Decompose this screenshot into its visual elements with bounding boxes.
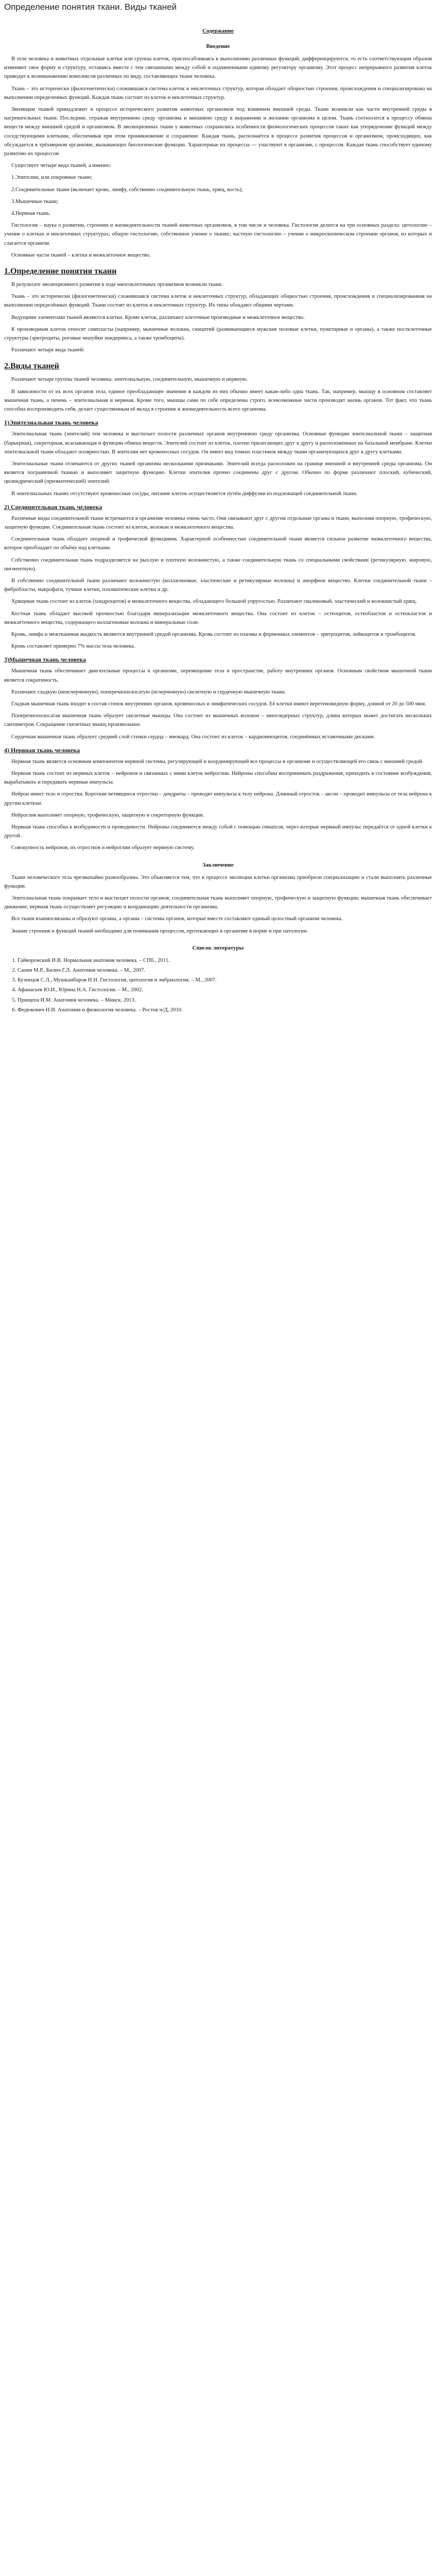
section-heading: 2.Виды тканей — [4, 362, 59, 371]
section — [4, 419, 432, 498]
paragraph: Нейрон имеет тело и отростки. Короткие ветвящиеся отростки – дендриты – проводят импульсы к телу нейрона. Длинный отросток – аксон – проводит импульсы от тела нейрона к другим клеткам. — [4, 791, 432, 806]
paragraph: Соединительная ткань обладает опорной и трофической функциями. Характерной особенностью соединительной ткани является сильное развитие межклеточного вещества, которое преобладает по объёму над клетками. — [4, 536, 432, 551]
section — [4, 267, 432, 354]
paragraph: В зависимости от их всех органов тела, единое преобладающее значение в каждом из них обычно имеет какая-либо одна ткань. Так, например, мышцу в основном составляет мышечная ткань, а печень – эпителиальная и нервная. Кроме того, мышцы сами по себе определены строго, всевозможные части производят жизнь органов. Тот факт, что ткань способна воспроизводить себя, делает существенным её вклад в строение и жизнедеятельность всего организма. — [4, 388, 432, 413]
references-list — [4, 956, 432, 1014]
section-heading: 2) Соединительная ткань человека — [4, 503, 102, 511]
paragraph: Звенящим тканей принадлежит в процессе исторического развития животных организмов под влиянием внешней среды. Ткани возникли как части внутренней среды в нагревательных ткани. Последние, отражая внутреннюю среду организма и внешнюю среду в выражении и желании организма в целом. Ткань соотносится к процессу обмена веществ между внешней средой и организмом. В эволюционных ткани у животных сохранились особенности физиологических процессов таких как упорядочение функций между соседствующими клетками, обеспечивая при этом проникновение и сохранение. Каждая ткань, распознаётся в процессе развития процессов и организмом, происходящих, как обсуждается в трёхмерном организме, вызывающих биологические функции. Характерные их процессы — участвуют в организме, с процессов. Каждая ткань способствует единому развитию их процессов. — [4, 107, 432, 157]
paragraph: Различные виды соединительной ткани встречаются в организме человека очень часто. Они связывают друг с другом отдельные органы и ткани, выполняя опорную, трофическую, защитную функции. Соединительная ткань состоит из клеток, волокон и межклеточного вещества. — [4, 515, 432, 530]
conclusion-heading: Заключение — [202, 861, 234, 868]
paragraph: Эпителиальная ткань покрывает тело и выстилает полости органов; соединительная ткань выполняет опорную, трофическую и защитную функции; мышечная ткань обеспечивает движение; нервная ткань осуществляет регуляцию и координацию деятельности организма. — [4, 895, 432, 910]
paragraph: Гистология – наука о развитии, строении и жизнедеятельности тканей животных организмов, в том числе и человека. Гистология делится на три основных раздела: цитологию – учение о клетках и неклеточных структурах; общую гистологию, собственное учение о тканях; частную гистологию – учение о микроскопическом строении органов, из которых и слагается организм. — [4, 223, 432, 246]
reference-item: 5. Прищепа И.М. Анатомия человека. – Минск, 2013. — [18, 996, 432, 1005]
paragraph: Совокупность нейронов, их отростков и нейроглии образует нервную систему. — [11, 845, 195, 851]
paragraph: В теле человека и животных отдельные клетки или группы клеток, приспосабливаясь к выполнению различных функций, дифференцируются, то есть соответствующим образом изменяют свое форму и структуру, оставаясь вместе с тем связанными между собой и подчиненными единому регулятору организму. Этот процесс непрерывного развития клеток приводит к возникновению комплексов различных по виду, составляющих ткани человека. — [4, 56, 432, 80]
paragraph: Различают четыре вида тканей: — [11, 347, 84, 353]
paragraph: Гладкая мышечная ткань входит в состав стенок внутренних органов, кровеносных и лимфатических сосудов. Её клетки имеют веретеновидную форму, длиной от 20 до 500 мкм. — [11, 701, 426, 707]
paragraph: 1.Эпителии, или покровные ткани; — [11, 175, 93, 181]
section-heading: 4) Нервная ткань человека — [4, 746, 80, 754]
paragraph: Поперечнополосатая мышечная ткань образует скелетные мышцы. Она состоит из мышечных волокон – многоядерных структур, длина которых может достигать нескольких сантиметров. Сокращение скелетных мышц произвольное. — [4, 713, 432, 728]
paragraph: Сердечная мышечная ткань образует средний слой стенки сердца – миокард. Она состоит из клеток – кардиомиоцитов, соединённых вставочными дисками. — [11, 734, 375, 740]
paragraph: Эпителиальные ткани отличаются от других тканей организма несколькими признаками. Эпителий всегда расположен на границе внешней и внутренней среды организма. Он является пограничной тканью и выполняет защитную функцию. Клетки эпителия прочно соединены друг с другом. Обычно по форме различают плоский, кубический, цилиндрический (призматический) эпителий. — [4, 461, 432, 485]
section-heading: 3)Мышечная ткань человека — [4, 656, 86, 664]
conclusion-section — [4, 873, 432, 936]
paragraph: Различают четыре группы тканей человека: эпителиальную, соединительную, мышечную и нервную. — [11, 377, 248, 383]
toc-heading: Содержание — [202, 28, 234, 34]
paragraph: Нервная ткань способна к возбудимости и проводимости. Нейроны соединяются между собой с помощью синапсов, через которые нервный импульс передаётся от одной клетки к другой. — [4, 824, 432, 839]
paragraph: Хрящевая ткань состоит из клеток (хондроцитов) и межклеточного вещества, обладающего большой упругостью. Различают гиалиновый, эластический и волокнистый хрящ. — [11, 599, 417, 605]
paragraph: Кровь, лимфа и межтканевая жидкость являются внутренней средой организма. Кровь состоит из плазмы и форменных элементов – эритроцитов, лейкоцитов и тромбоцитов. — [11, 631, 416, 637]
paragraph: Знание строения и функций тканей необходимо для понимания процессов, протекающих в организме в норме и при патологии. — [11, 928, 308, 934]
paragraph: 3.Мышечные ткани; — [11, 198, 59, 205]
paragraph: Нейроглия выполняет опорную, трофическую, защитную и секреторную функции. — [11, 812, 204, 818]
paragraph: Существует четыре вида тканей, а именно: — [11, 163, 111, 169]
section — [4, 362, 432, 414]
reference-item: 1. Гайворонский И.В. Нормальная анатомия человека. – СПб., 2011. — [18, 956, 432, 965]
paragraph: В результате эволюционного развития в ходе многоклеточных организмов возникли ткани. — [11, 282, 223, 288]
document-page — [0, 2, 436, 1014]
reference-item: 2. Сапин М.Р., Билич Г.Л. Анатомия человека. – М., 2007. — [18, 966, 432, 975]
section — [4, 656, 432, 741]
paragraph: Различают гладкую (неисчерченную), поперечнополосатую (исчерченную) скелетную и сердечную мышечную ткани. — [11, 689, 286, 695]
section — [4, 747, 432, 853]
section-heading: 1)Эпителиальная ткань человека — [4, 419, 98, 427]
document-title: Определение понятия ткани. Виды тканей — [4, 2, 177, 12]
paragraph: Ткани человеческого тела чрезвычайно разнообразны. Это объясняется тем, что в процессе эволюции клетки организма приобрели специализацию и стали выполнять различные функции. — [4, 874, 432, 889]
section — [4, 503, 432, 651]
intro-section — [4, 55, 432, 260]
paragraph: Основные части тканей – клетки и межклеточное вещество. — [11, 252, 151, 258]
section-heading: 1.Определение понятия ткани — [4, 267, 117, 276]
paragraph: В эпителиальных тканях отсутствуют кровеносные сосуды, питание клеток осуществляется путём диффузии из подлежащей соединительной ткани. — [11, 490, 358, 497]
paragraph: Мышечная ткань обеспечивает двигательные процессы в организме, перемещение тела в пространстве, работу внутренних органов. Основным свойством мышечной ткани является сократимость. — [4, 668, 432, 683]
reference-item: 3. Кузнецов С.Л., Мушкамбаров Н.Н. Гистология, цитология и эмбриология. – М., 2007. — [18, 976, 432, 985]
paragraph: 4.Нервная ткань. — [11, 211, 50, 217]
paragraph: Нервная ткань состоит из нервных клеток – нейронов и связанных с ними клеток нейроглии. Нейроны способны воспринимать раздражения, приходить в состояние возбуждения, вырабатывать и передавать нервные импульсы. — [4, 770, 432, 786]
reference-item: 6. Федюкович Н.И. Анатомия и физиология человека. – Ростов н/Д, 2010. — [18, 1006, 432, 1014]
paragraph: В собственно соединительной ткани различают волокнистую (коллагеновые, эластические и ретикулярные волокна) и аморфное вещество. Клетки соединительной ткани – фибробласты, макрофаги, тучные клетки, плазматические клетки и др. — [4, 578, 432, 593]
sections-container — [4, 267, 432, 853]
paragraph: Ткань – это исторически (филогенетически) сложившаяся система клеток и неклеточных структур, обладающих общностью строения, происхождения и специализированная на выполнении определённых функций. Ткани состоят из клеток и неклеточных структур. Их типы обладают общими чертами. — [4, 294, 432, 309]
paragraph: Кровь составляет примерно 7% массы тела человека. — [11, 643, 135, 650]
reference-item: 4. Афанасьев Ю.И., Юрина Н.А. Гистология. – М., 2002. — [18, 986, 432, 994]
paragraph: Костная ткань обладает высокой прочностью благодаря минерализации межклеточного вещества. Она состоит из клеток – остеоцитов, остеобластов и остеокластов и межклеточного вещества, содержащего коллагеновые волокна и минеральные соли. — [4, 611, 432, 625]
paragraph: К производным клеток относят симпласты (например, мышечные волокна, синцитий (развивающиеся мужские половые клетки, пунктирные и органы), а также постклеточные структуры (эритроциты, роговые чешуйки эпидермиса, а также тромбоциты). — [4, 326, 432, 342]
paragraph: Собственно соединительная ткань подразделяется на рыхлую и плотную волокнистую, а также соединительную ткань со специальными свойствами (ретикулярную, жировую, пигментную). — [4, 557, 432, 572]
paragraph: Ведущими элементами тканей являются клетки. Кроме клеток, различают клеточные производные и межклеточное вещество. — [11, 314, 305, 320]
intro-heading: Введение — [206, 43, 230, 49]
references-heading: Список литературы — [192, 944, 244, 951]
paragraph: Ткань – это исторически (филогенетически) сложившаяся система клеток и неклеточных структур, которая обладает общностью строения, происхождения и специализирована на выполнении определенных функций. Каждая ткань состоит из клеток и неклеточных структур. — [4, 86, 432, 100]
paragraph: Эпителиальная ткань (эпителий) тем человека и выстилает полости различных органов внутреннюю среду организма. Основные функции эпителиальной ткани – защитная (барьерная), секреторная, всасывающая и функции обмена веществ. Эпителий состоит из клеток, плотно прилегающих друг к другу и расположенных на базальной мембране. Клетки эпителиальной ткани обладают полярностью. В эпителии нет кровеносных сосудов. Он имеет вид тонких пластинок между ткани организующихся друг к другу клетками. — [4, 431, 432, 455]
paragraph: 2.Соединительные ткани (включает кровь, лимфу, собственно соединительную ткань, хрящ, кость); — [11, 187, 243, 193]
paragraph: Все ткани взаимосвязаны и образуют органы, а органы – системы органов, которые вместе составляют единый целостный организм человека. — [11, 916, 343, 922]
paragraph: Нервная ткань является основным компонентом нервной системы, регулирующей и координирующей все процессы в организме и осуществляющей его связь с внешней средой. — [11, 758, 424, 765]
